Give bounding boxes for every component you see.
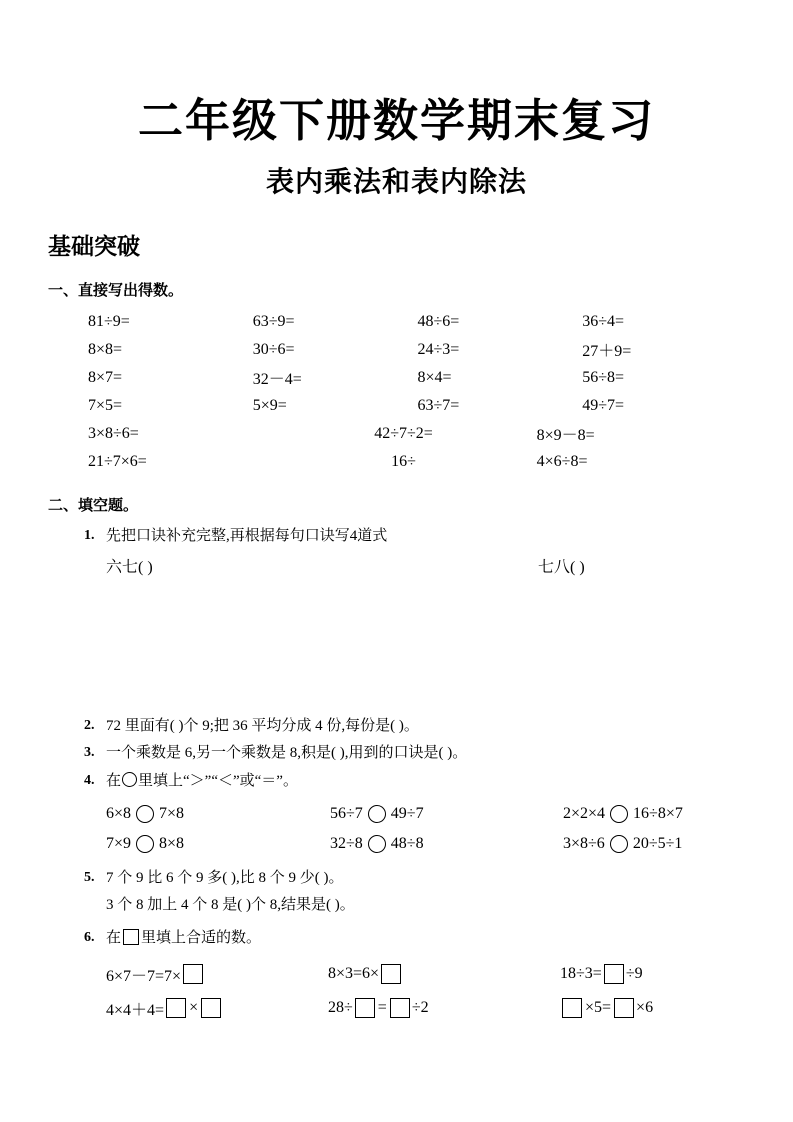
answer-line-slot[interactable] (428, 616, 589, 646)
compare-item[interactable] (563, 835, 682, 853)
calc-item: 81÷9= (88, 312, 130, 330)
mnemonic-right[interactable]: 七八( ) (538, 559, 585, 576)
prompt-before: 在 (106, 929, 122, 946)
circle-answer-icon[interactable] (368, 835, 386, 853)
compare-item[interactable] (330, 805, 563, 823)
compare-item[interactable] (563, 805, 683, 823)
question-text: 先把口诀补充完整,再根据每句口诀写4道式 (106, 527, 388, 544)
box-fill-row (106, 991, 747, 1025)
square-answer-box[interactable] (604, 964, 624, 984)
calc-row (46, 308, 747, 336)
prompt-after: 里填上“＞”“＜”或“＝”。 (138, 773, 298, 789)
page-title: 二年级下册数学期末复习 (137, 94, 655, 147)
circle-placeholder-icon (122, 772, 137, 787)
expr-text: ÷9 (625, 965, 643, 982)
circle-answer-icon[interactable] (368, 805, 386, 823)
part2-heading: 二、填空题。 (48, 495, 139, 514)
expr-text: ÷2 (411, 999, 429, 1016)
calc-item: 48÷6= (417, 312, 460, 330)
question-number: 6. (84, 929, 95, 945)
compare-left: 7×9 (106, 834, 132, 852)
section-heading: 基础突破 (48, 233, 140, 260)
calc-item: 24÷3= (417, 340, 460, 358)
question-text[interactable]: 一个乘数是 6,另一个乘数是 8,积是( ),用到的口诀是( )。 (106, 744, 468, 761)
calc-item: 49÷7= (582, 396, 625, 414)
question-number: 2. (84, 718, 95, 733)
square-answer-box[interactable] (201, 998, 221, 1018)
compare-right: 20÷5÷1 (632, 834, 683, 852)
calc-item: 5×9= (252, 396, 287, 414)
box-fill-item[interactable] (328, 964, 560, 984)
calc-item: 63÷7= (417, 396, 460, 414)
answer-line-slot[interactable] (267, 676, 428, 706)
compare-left: 3×8÷6 (563, 834, 605, 852)
answer-line-slot[interactable] (267, 616, 428, 646)
calc-row (46, 364, 747, 392)
answer-line-slot[interactable] (428, 676, 589, 706)
box-fill-item[interactable] (560, 998, 653, 1018)
calc-item: 56÷8= (582, 368, 625, 386)
calc-item: 3×8÷6= (88, 424, 139, 442)
calc-item: 63÷9= (252, 312, 295, 330)
calc-item: 42÷7÷2= (374, 424, 433, 442)
question-number: 3. (84, 744, 95, 760)
question-5 (46, 867, 747, 917)
circle-answer-icon[interactable] (610, 805, 628, 823)
box-fill-grid (46, 957, 747, 1025)
question-text-line2[interactable]: 3 个 8 加上 4 个 8 是( )个 8,结果是( )。 (106, 897, 355, 913)
compare-right: 16÷8×7 (633, 804, 683, 822)
answer-line-slot[interactable] (106, 676, 267, 706)
square-answer-box[interactable] (381, 964, 401, 984)
calc-item: 36÷4= (582, 312, 625, 330)
square-answer-box[interactable] (355, 998, 375, 1018)
square-answer-box[interactable] (183, 964, 203, 984)
compare-item[interactable] (106, 835, 330, 853)
calc-item: 27＋9= (582, 343, 632, 360)
calc-item: 8×8= (88, 340, 123, 358)
calc-item: 30÷6= (252, 340, 295, 358)
compare-left: 6×8 (106, 804, 132, 822)
question-number: 1. (84, 527, 95, 543)
expr-text: 8×3=6× (328, 965, 380, 982)
box-fill-item[interactable] (106, 997, 328, 1020)
compare-item[interactable] (330, 835, 563, 853)
prompt-after: 里填上合适的数。 (141, 929, 262, 946)
question-number: 5. (84, 869, 95, 885)
answer-line-row (106, 676, 747, 706)
compare-left: 56÷7 (330, 804, 363, 822)
calc-item: 8×4= (417, 368, 452, 386)
expr-text: × (189, 999, 199, 1016)
answer-line-slot[interactable] (106, 646, 267, 676)
expr-text: 6×7－7=7× (106, 967, 182, 985)
circle-answer-icon[interactable] (610, 835, 628, 853)
circle-answer-icon[interactable] (136, 805, 154, 823)
question-text-line1[interactable]: 7 个 9 比 6 个 9 多( ),比 8 个 9 少( )。 (106, 869, 344, 886)
calc-item: 32－4= (252, 371, 302, 388)
page-subtitle: 表内乘法和表内除法 (265, 164, 527, 198)
question-text (106, 770, 747, 793)
question-6 (46, 927, 747, 950)
question-3 (46, 742, 747, 765)
question-number: 4. (84, 773, 95, 788)
square-answer-box[interactable] (614, 998, 634, 1018)
answer-line-slot[interactable] (106, 586, 267, 616)
box-fill-row (106, 957, 747, 991)
expr-text: ×6 (636, 999, 654, 1016)
expr-text: 4×4＋4= (106, 1001, 165, 1019)
expr-text: 28÷ (328, 999, 353, 1016)
compare-row (106, 799, 747, 829)
answer-line-slot[interactable] (106, 616, 267, 646)
calc-item: 16÷ (391, 452, 416, 470)
mnemonic-left[interactable]: 六七( ) (106, 559, 153, 576)
question-4 (46, 770, 747, 793)
calc-row (46, 392, 747, 420)
answer-line-row (106, 586, 747, 616)
square-answer-box[interactable] (390, 998, 410, 1018)
calc-row (46, 448, 747, 476)
calc-item: 8×7= (88, 368, 123, 386)
square-placeholder-icon (123, 929, 139, 945)
compare-left: 2×2×4 (563, 804, 606, 822)
question-text (106, 927, 747, 950)
expr-text: 18÷3= (560, 965, 602, 982)
compare-grid (46, 799, 747, 859)
box-fill-item[interactable] (328, 998, 560, 1018)
expr-text: ×5= (585, 999, 612, 1016)
calculation-grid (46, 300, 747, 476)
calc-row (46, 336, 747, 364)
calc-row (46, 420, 747, 448)
question-2 (46, 715, 747, 738)
compare-right: 8×8 (159, 834, 185, 852)
prompt-before: 在 (106, 773, 122, 789)
question-1 (46, 525, 747, 548)
square-answer-box[interactable] (562, 998, 582, 1018)
mnemonic-row (46, 554, 747, 577)
answer-line-slot[interactable] (267, 586, 428, 616)
compare-item[interactable] (106, 805, 330, 823)
answer-line-row (106, 616, 747, 646)
answer-line-slot[interactable] (267, 646, 428, 676)
box-fill-item[interactable] (106, 963, 328, 986)
answer-lines-grid (46, 586, 747, 706)
compare-right: 7×8 (159, 804, 185, 822)
compare-row (106, 829, 747, 859)
expr-text: = (377, 999, 387, 1016)
box-fill-item[interactable] (560, 964, 643, 984)
calc-item: 21÷7×6= (88, 452, 147, 470)
calc-item: 4×6÷8= (536, 452, 588, 470)
compare-left: 32÷8 (330, 834, 363, 852)
circle-answer-icon[interactable] (136, 835, 154, 853)
compare-right: 48÷8 (390, 834, 424, 852)
answer-line-slot[interactable] (428, 586, 589, 616)
calc-item: 8×9－8= (536, 427, 595, 444)
part1-heading: 一、直接写出得数。 (48, 280, 184, 299)
answer-line-row (106, 646, 747, 676)
square-answer-box[interactable] (166, 998, 186, 1018)
calc-item: 7×5= (88, 396, 123, 414)
question-text[interactable]: 72 里面有( )个 9;把 36 平均分成 4 份,每份是( )。 (106, 718, 419, 734)
answer-line-slot[interactable] (428, 646, 589, 676)
compare-right: 49÷7 (390, 804, 424, 822)
